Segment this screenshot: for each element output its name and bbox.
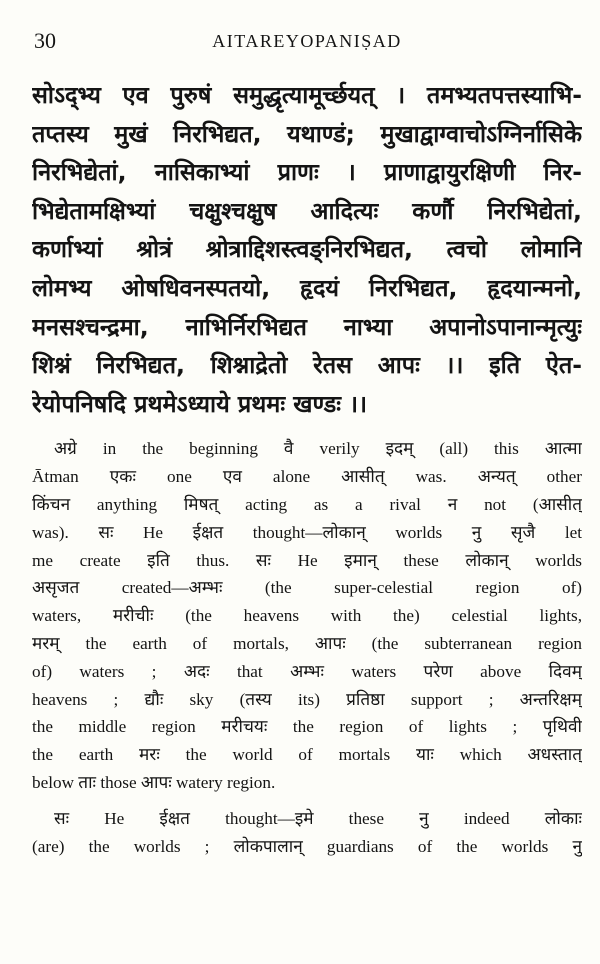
verse-line: शिश्नं निरभिद्यत, शिश्नाद्रेतो रेतस आपः ।। इति ऐत- <box>32 351 582 380</box>
verse-line: तप्तस्य मुखं निरभिद्यत, यथाण्डं; मुखाद्वाग्वाचोऽग्निर्नासिके <box>32 119 582 148</box>
verse-line: निरभिद्येतां, नासिकाभ्यां प्राणः । प्राणाद्वायुरक्षिणी निर- <box>32 158 582 187</box>
running-title: AITAREYOPANIṢAD <box>212 31 402 51</box>
translation-line: the middle region मरीचयः the region of lights ; पृथिवी <box>32 717 582 737</box>
sanskrit-verse <box>32 76 582 423</box>
translation-line: was). सः He ईक्षत thought—लोकान् worlds नु सृजै let <box>32 522 582 542</box>
translation-line: अग्रे in the beginning वै verily इदम् (all) this आत्मा <box>54 439 582 459</box>
translation-line: below ताः those आपः watery region. <box>32 772 276 792</box>
translation-line: मरम् the earth of mortals, आपः (the subterranean region <box>32 633 582 653</box>
verse-line: भिद्येतामक्षिभ्यां चक्षुश्चक्षुष आदित्यः कर्णौ निरभिद्येतां, <box>32 196 582 225</box>
verse-line: मनसश्चन्द्रमा, नाभिर्निरभिद्यत नाभ्या अपानोऽपानान्मृत्युः <box>32 312 582 341</box>
translation-line: किंचन anything मिषत् acting as a rival न not (आसीत् <box>32 494 582 514</box>
verse-line: लोमभ्य ओषधिवनस्पतयो, हृदयं निरभिद्यत, हृदयान्मनो, <box>32 273 582 302</box>
translation-line: Ātman एकः one एव alone आसीत् was. अन्यत् other <box>32 467 582 487</box>
translation-line: सः He ईक्षत thought—इमे these नु indeed लोकाः <box>54 808 582 828</box>
verse-line: कर्णाभ्यां श्रोत्रं श्रोत्राद्दिशस्त्वङ्निरभिद्यत, त्वचो लोमानि <box>32 235 582 264</box>
page-header <box>32 28 582 64</box>
translation-line: the earth मरः the world of mortals याः which अधस्तात् <box>32 745 582 765</box>
verse-line: रेयोपनिषदि प्रथमेऽध्याये प्रथमः खण्डः ।। <box>32 389 367 418</box>
word-by-word-translation <box>32 435 582 856</box>
translation-line: of) waters ; अदः that अम्भः waters परेण above दिवम् <box>32 661 582 681</box>
translation-line: me create इति thus. सः He इमान् these लोकान् worlds <box>32 550 582 570</box>
verse-line: सोऽद्भ्य एव पुरुषं समुद्धृत्यामूर्च्छयत् । तमभ्यतपत्तस्याभि- <box>32 81 582 109</box>
translation-line: (are) the worlds ; लोकपालान् guardians of the worlds नु <box>32 836 582 856</box>
translation-line: waters, मरीचीः (the heavens with the) celestial lights, <box>32 606 582 626</box>
translation-line: heavens ; द्यौः sky (तस्य its) प्रतिष्ठा support ; अन्तरिक्षम् <box>32 689 582 709</box>
translation-line: असृजत created—अम्भः (the super-celestial region of) <box>32 578 582 598</box>
page-number: 30 <box>34 28 56 53</box>
